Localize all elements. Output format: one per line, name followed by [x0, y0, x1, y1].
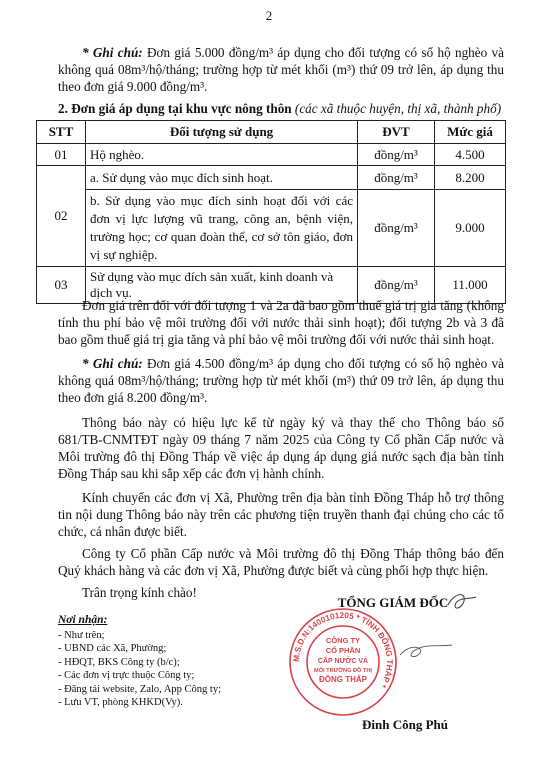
recipients-title: Nơi nhận:: [58, 614, 108, 626]
header-subject: Đối tượng sử dụng: [86, 121, 358, 144]
row-desc: a. Sử dụng vào mục đích sinh hoạt.: [86, 166, 358, 190]
row-price: 11.000: [435, 267, 506, 304]
seal-line-2: CỔ PHẦN: [325, 646, 361, 655]
row-price: 8.200: [435, 166, 506, 190]
header-stt: STT: [37, 121, 86, 144]
list-item: - Các đơn vị trực thuộc Công ty;: [58, 670, 195, 681]
row-unit: đồng/m³: [358, 166, 435, 190]
row-desc: Sử dụng vào mục đích sản xuất, kinh doanh và dịch vụ.: [86, 267, 358, 304]
table-row: [37, 190, 506, 267]
notify-paragraph: Công ty Cổ phần Cấp nước và Môi trường đô thị Đồng Tháp thông báo đến Quý khách hàng và các đơn vị Xã, Phường được biết và cùng phối hợp thực hiện.: [58, 546, 504, 578]
header-unit: ĐVT: [358, 121, 435, 144]
row-stt: 02: [37, 166, 86, 267]
header-price: Mức giá: [435, 121, 506, 144]
row-unit: đồng/m³: [358, 144, 435, 166]
row-price: 4.500: [435, 144, 506, 166]
seal-line-4: MÔI TRƯỜNG ĐÔ THỊ: [314, 668, 372, 674]
table-header-row: [37, 121, 506, 144]
table-row: [37, 144, 506, 166]
list-item: - HĐQT, BKS Công ty (b/c);: [58, 656, 180, 668]
note-1-label: * Ghi chú:: [82, 45, 143, 60]
row-desc: Hộ nghèo.: [86, 144, 358, 166]
row-stt: 03: [37, 267, 86, 304]
request-paragraph: Kính chuyển các đơn vị Xã, Phường trên địa bàn tỉnh Đồng Tháp hỗ trợ thông tin nội dung Thông báo này trên các phương tiện truyền thanh đại chúng cho các tổ chức, cá nhân được biết.: [58, 490, 504, 539]
table-row: [37, 166, 506, 190]
page-number: 2: [265, 8, 273, 23]
list-item: - Lưu VT, phòng KHKD(Vy).: [58, 697, 183, 708]
note-2-text: Đơn giá 4.500 đồng/m³ áp dụng cho đối tượng có sổ hộ nghèo và không quá 08m³/hộ/tháng; trường hợp từ mét khối (m³) thứ 09 trở lên, áp dụng thu theo đơn giá 8.200 đồng/m³.: [58, 356, 504, 405]
note-2-label: * Ghi chú:: [82, 356, 143, 371]
section-2-subtitle: (các xã thuộc huyện, thị xã, thành phố): [291, 101, 502, 116]
row-unit: đồng/m³: [358, 267, 435, 304]
price-table: [36, 120, 506, 304]
recipients-block: [58, 614, 298, 710]
closing-line: Trân trọng kính chào!: [82, 585, 197, 600]
section-2-heading: [58, 101, 518, 117]
list-item: - UBND các Xã, Phường;: [58, 643, 167, 654]
seal-line-3: CẤP NƯỚC VÀ: [317, 658, 369, 665]
seal-line-5: ĐỒNG THÁP: [319, 675, 367, 684]
list-item: - Đăng tải website, Zalo, App Công ty;: [58, 683, 222, 695]
note-2: [58, 355, 504, 406]
signer-title: TỔNG GIÁM ĐỐC: [337, 595, 449, 610]
row-stt: 01: [37, 144, 86, 166]
list-item: - Như trên;: [58, 629, 105, 641]
row-unit: đồng/m³: [358, 190, 435, 267]
note-1: [58, 44, 504, 95]
signature-icon: [380, 585, 480, 675]
tax-paragraph: Đơn giá trên đối với đối tượng 1 và 2a đã bao gồm thuế giá trị gia tăng (không tính thu phí bảo vệ môi trường đối với nước thải sinh hoạt); đối tượng 2b và 3 đã bao gồm thuế giá trị gia tăng và phí bảo vệ môi trường đối với nước thải sinh hoạt.: [58, 298, 504, 347]
section-2-title: 2. Đơn giá áp dụng tại khu vực nông thôn: [58, 101, 292, 116]
effect-paragraph: Thông báo này có hiệu lực kể từ ngày ký và thay thế cho Thông báo số 681/TB-CNMTĐT ngày 09 tháng 7 năm 2025 của Công ty Cổ phần Cấp nước và Môi trường đô thị Đồng Tháp về việc áp dụng áp dụng giá nước sạch địa bàn tỉnh Đồng Tháp sau khi sắp xếp các đơn vị hành chính.: [58, 415, 504, 481]
seal-line-1: CÔNG TY: [325, 636, 361, 645]
note-1-text: Đơn giá 5.000 đồng/m³ áp dụng cho đối tượng có sổ hộ nghèo và không quá 08m³/hộ/tháng; trường hợp từ mét khối (m³) thứ 09 trở lên, áp dụng thu theo đơn giá 9.000 đồng/m³.: [58, 45, 504, 94]
row-desc: b. Sử dụng vào mục đích sinh hoạt đối với các đơn vị lực lượng vũ trang, công an, bệnh viện, trường học; cơ quan đoàn thể, cơ sở tôn giáo, đơn vị sự nghiệp.: [86, 190, 358, 267]
row-price: 9.000: [435, 190, 506, 267]
signer-name: Đinh Công Phú: [362, 717, 448, 732]
seal-ring-text: M.S.D.N:1400101205 * TỈNH ĐỒNG THÁP *: [291, 610, 395, 690]
